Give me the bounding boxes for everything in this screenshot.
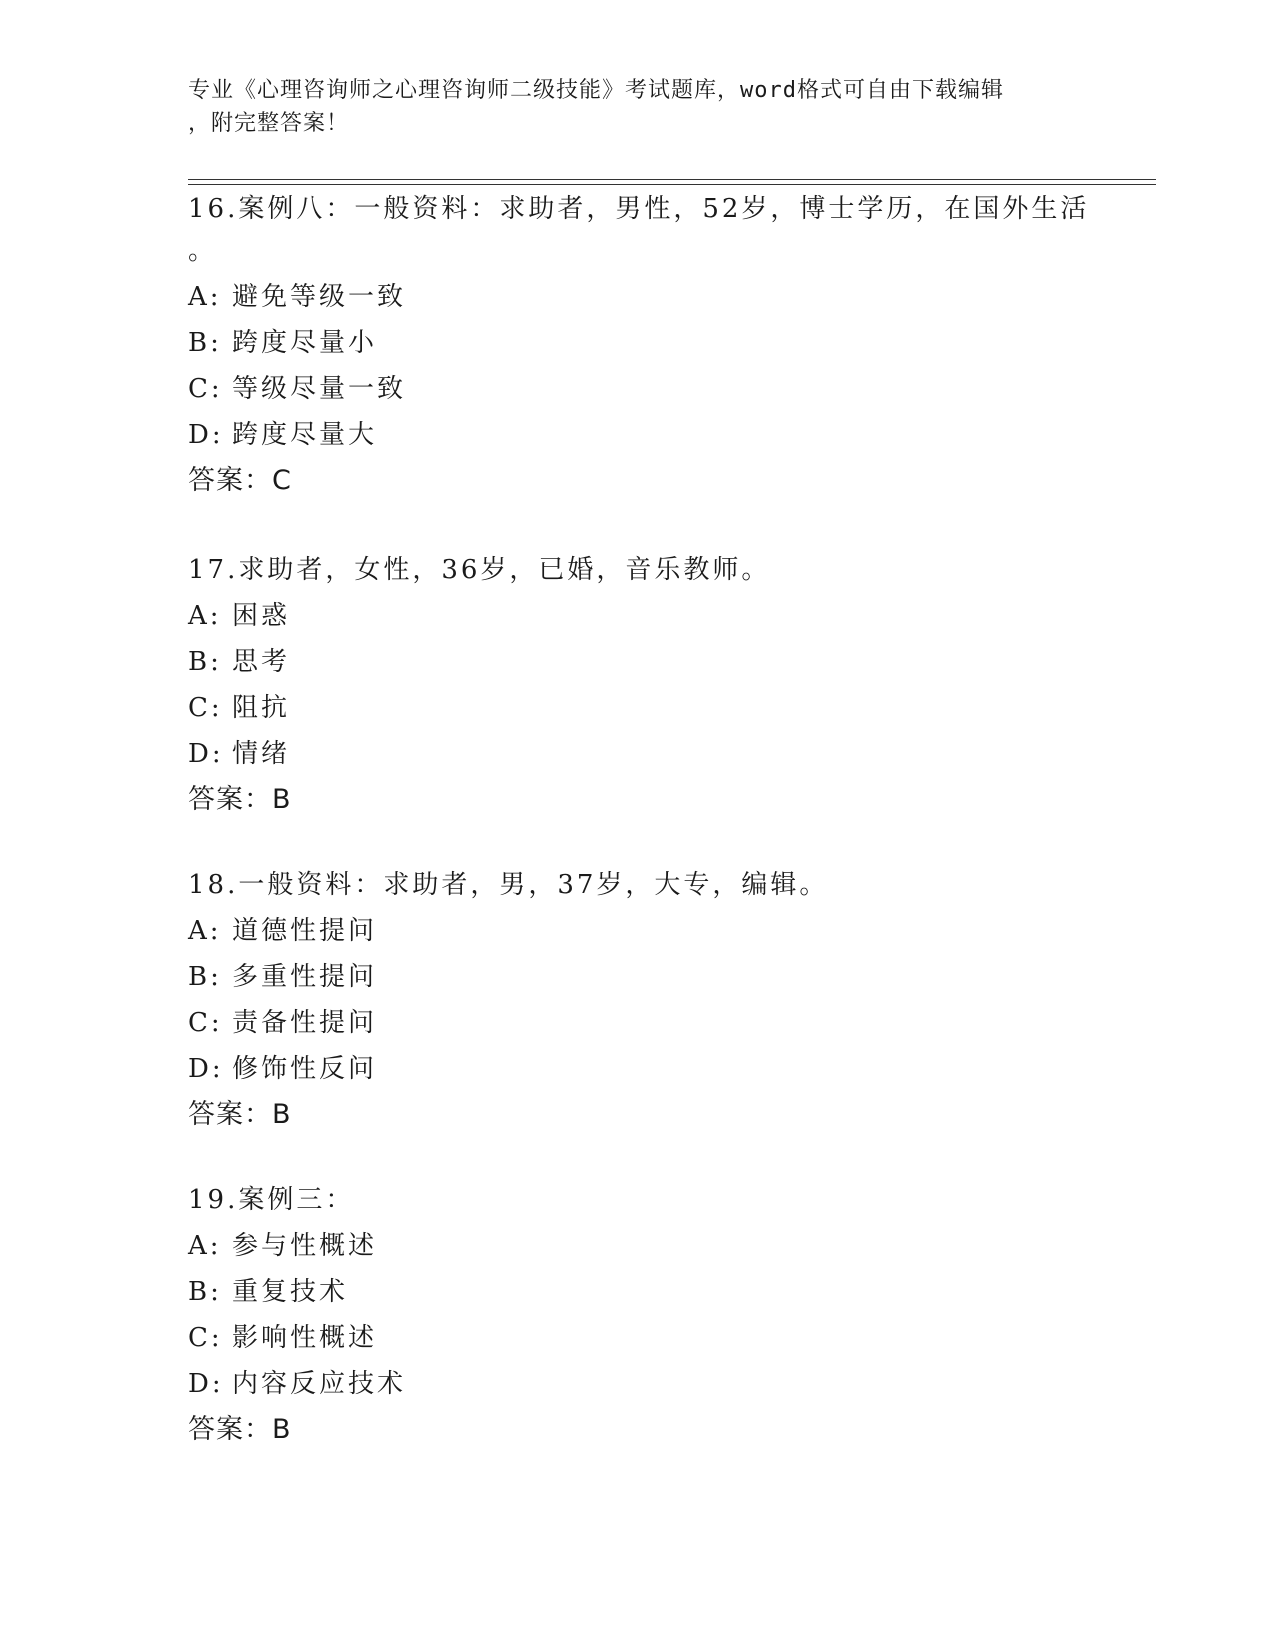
- option-key: C:: [188, 1008, 223, 1038]
- option-a: [188, 908, 1088, 954]
- question-stem: 19.案例三：: [188, 1185, 355, 1215]
- question-stem: 18.一般资料：求助者，男，37岁，大专，编辑。: [188, 870, 829, 900]
- option-text: 多重性提问: [232, 962, 378, 992]
- option-text: 等级尽量一致: [232, 374, 407, 404]
- option-key: C:: [188, 374, 223, 404]
- option-c: [188, 1315, 1088, 1361]
- option-text: 修饰性反问: [232, 1054, 378, 1084]
- option-key: D:: [188, 739, 224, 769]
- option-key: A:: [188, 916, 222, 946]
- header-divider-top: [188, 179, 1156, 180]
- option-d: [188, 731, 1088, 777]
- option-text: 道德性提问: [232, 916, 378, 946]
- option-a: [188, 274, 1088, 320]
- document-header: [188, 74, 1068, 140]
- option-text: 跨度尽量大: [232, 420, 378, 450]
- option-d: [188, 1361, 1088, 1407]
- option-key: B:: [188, 962, 222, 992]
- option-key: A:: [188, 282, 222, 312]
- option-text: 责备性提问: [232, 1008, 378, 1038]
- option-c: [188, 685, 1088, 731]
- question-stem: 17.求助者，女性，36岁，已婚，音乐教师。: [188, 555, 771, 585]
- option-text: 避免等级一致: [232, 282, 407, 312]
- option-text: 重复技术: [232, 1277, 349, 1307]
- option-text: 困惑: [232, 601, 291, 631]
- answer-line: 答案：B: [188, 1414, 292, 1445]
- option-text: 内容反应技术: [232, 1369, 407, 1399]
- option-key: A:: [188, 1231, 222, 1261]
- option-key: D:: [188, 1369, 224, 1399]
- option-b: [188, 320, 1088, 366]
- option-key: D:: [188, 1054, 224, 1084]
- option-b: [188, 954, 1088, 1000]
- option-b: [188, 639, 1088, 685]
- answer-line: 答案：C: [188, 465, 292, 496]
- option-key: B:: [188, 647, 222, 677]
- option-text: 影响性概述: [232, 1323, 378, 1353]
- header-line-2: ，附完整答案！: [188, 111, 350, 136]
- header-line-1: 专业《心理咨询师之心理咨询师二级技能》考试题库，word格式可自由下载编辑: [188, 78, 1004, 103]
- option-a: [188, 593, 1088, 639]
- option-key: B:: [188, 1277, 222, 1307]
- option-c: [188, 1000, 1088, 1046]
- option-key: D:: [188, 420, 224, 450]
- option-text: 情绪: [232, 739, 291, 769]
- option-key: B:: [188, 328, 222, 358]
- option-key: C:: [188, 693, 223, 723]
- answer-line: 答案：B: [188, 784, 292, 815]
- option-key: A:: [188, 601, 222, 631]
- question-16: [188, 186, 1088, 504]
- question-17: [188, 547, 1088, 823]
- option-b: [188, 1269, 1088, 1315]
- option-text: 跨度尽量小: [232, 328, 378, 358]
- option-text: 思考: [232, 647, 291, 677]
- option-c: [188, 366, 1088, 412]
- option-key: C:: [188, 1323, 223, 1353]
- header-divider-bottom: [188, 184, 1156, 185]
- answer-line: 答案：B: [188, 1099, 292, 1130]
- option-text: 阻抗: [232, 693, 291, 723]
- option-d: [188, 1046, 1088, 1092]
- option-text: 参与性概述: [232, 1231, 378, 1261]
- question-19: [188, 1177, 1088, 1453]
- option-d: [188, 412, 1088, 458]
- option-a: [188, 1223, 1088, 1269]
- question-18: [188, 862, 1088, 1138]
- question-stem: 16.案例八：一般资料：求助者，男性，52岁，博士学历，在国外生活: [188, 194, 1090, 224]
- question-stem-continuation: 。: [188, 236, 218, 266]
